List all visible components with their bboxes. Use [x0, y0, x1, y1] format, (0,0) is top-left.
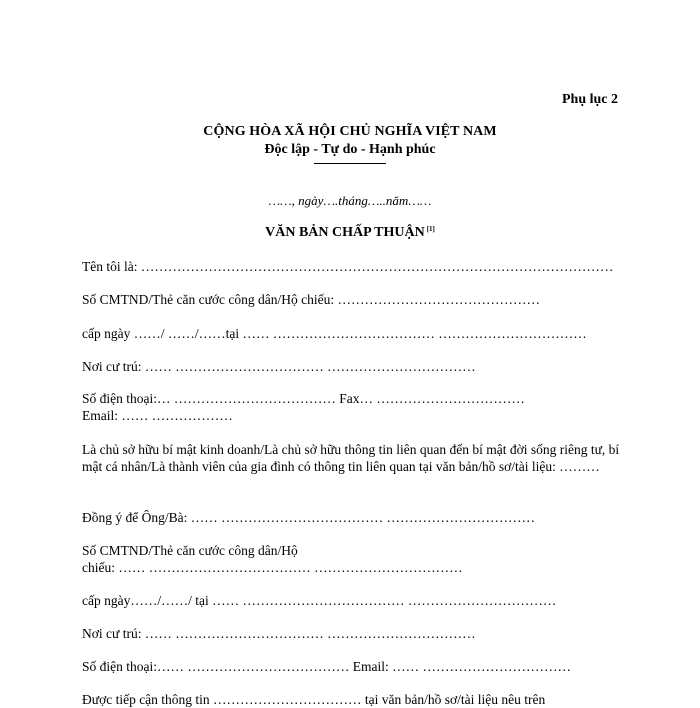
document-title [0, 221, 700, 241]
document-title-text: VĂN BẢN CHẤP THUẬN [265, 225, 425, 240]
field-id-number: Số CMTND/Thẻ căn cước công dân/Hộ chiếu: ……………………………………… [82, 292, 541, 307]
field-residence-2: Nơi cư trú: …… …………………………… …………………………… [82, 626, 476, 641]
field-id-number-2-line2: chiếu: …… ……………………………… …………………………… [82, 560, 463, 575]
date-line: ……, ngày….tháng…..năm…… [268, 193, 432, 208]
field-name: Tên tôi là: …………………………………………………………………………………………… [82, 259, 614, 274]
header-divider [314, 163, 386, 164]
field-email: Email: …… ……………… [82, 408, 233, 423]
field-id-number-2-line1: Số CMTND/Thẻ căn cước công dân/Hộ [82, 543, 298, 558]
national-motto: Độc lập - Tự do - Hạnh phúc [264, 142, 436, 157]
field-residence: Nơi cư trú: …… …………………………… …………………………… [82, 359, 476, 374]
field-access-info: Được tiếp cận thông tin …………………………… tại văn bản/hồ sơ/tài liệu nêu trên [82, 692, 546, 707]
field-phone-email-2: Số điện thoại:…… ……………………………… Email: …… …………………………… [82, 659, 571, 674]
field-consent-person: Đồng ý để Ông/Bà: …… ……………………………… …………………………… [82, 510, 535, 525]
national-title: CỘNG HÒA XÃ HỘI CHỦ NGHĨA VIỆT NAM [203, 124, 497, 139]
field-phone-fax: Số điện thoại:… ……………………………… Fax… …………………………… [82, 391, 525, 406]
footnote-ref: [1] [426, 225, 435, 233]
field-issue-date: cấp ngày ……/ ……/……tại …… ……………………………… …………………………… [82, 326, 587, 341]
owner-paragraph: Là chủ sở hữu bí mật kinh doanh/Là chủ sở hữu thông tin liên quan đến bí mật đời sống riêng tư, bí mật cá nhân/Là thành viên của gia đình có thông tin liên quan tại văn bản/hồ sơ/tài liệu: ……… [82, 442, 620, 474]
field-issue-date-2: cấp ngày……/……/ tại …… ……………………………… …………………………… [82, 593, 557, 608]
annex-label: Phụ lục 2 [561, 92, 618, 107]
